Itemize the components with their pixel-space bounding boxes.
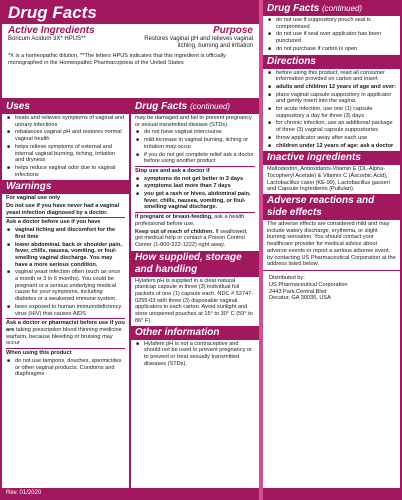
drug-facts-continued-main: Drug Facts [135,101,188,112]
ask-doctor-heading: Ask a doctor before use if you have [6,219,101,226]
list-item: ■ you get a rash or hives, abdominal pain, fever, chills, nausea, vomiting, or foul-smelling vaginal discharge. [144,191,255,211]
list-item: ■ treats and relieves symptoms of vaginal and urinary infections [15,115,125,128]
active-purpose-values [2,36,259,50]
packaging-warnings [263,16,400,55]
list-item: ■ for chronic infection, use an additional package of three (3) vaginal capsule suppositories [276,120,396,133]
list-item: ■ vaginal yeast infection often (such as once a month or 3 in 6 months). You could be pregnant or a serious underlying medical cause for your symptoms, including diabetes or a weakened immune system. [15,269,125,303]
when-using-heading: When using this product [6,350,72,357]
list-item: ■ vaginal itching and discomfort for the first time [15,227,125,240]
other-information-section [131,340,259,370]
warnings-section [2,194,129,380]
list-item: ■ do not use if suppository pouch seal is compromised [276,17,396,30]
directions-section [263,69,400,152]
list-item: ■ before using this product, read all consumer information provided on carton and insert [276,70,396,83]
list-item: ■ do not purchase if carton is open [276,46,396,53]
list-item: ■ rebalances vaginal pH and restores normal vaginal health [15,129,125,142]
active-ingredients-label: Active Ingredients [8,25,95,36]
other-information-title: Other information [131,326,259,340]
adverse-reactions-title: Adverse reactions and side effects [263,194,400,220]
vaginal-use-only: For vaginal use only [6,195,61,202]
pharmacist-warning [6,320,125,347]
list-item: ■ throw applicator away after each use [276,135,396,142]
active-purpose-row [2,24,259,36]
list-item: ■ lower abdominal, back or shoulder pain, fever, chills, nausea, vomiting, or foul-smelling vaginal discharge. You may have a more serious condition. [15,242,125,269]
drug-facts-continued-title [131,100,259,114]
inactive-ingredients-text: Maltodextrin, Antioxidants-Vitamin E (DL-Alpha-Tocopheryl Acetate) & Vitamin C (Ascorbic Acid), Lactobacillus casei (KE-99), Lactobacillus gasseri and Capsule Ingredients (Pullulan). [267,166,390,193]
list-item: ■ helps reduce vaginal odor due to vaginal infections [15,165,125,178]
list-item: ■ do not use tampons, douches, spermicides or other vaginal products. Condoms and diaphragms [15,358,125,378]
list-item: ■ do not have vaginal intercourse [144,129,255,136]
adverse-reactions-text: The adverse effects are considered mild and may include watery discharge, erythema, or slight burning sensation. You should contact your healthcare provider for medical advice about adverse events or report a serious adverse event, by contacting US Pharmaceutical Corporation at the address listed below. [267,221,396,268]
uses-section [2,114,129,180]
children-warning-bold: Keep out of reach of children. [135,228,214,235]
drug-facts-continued-sub: (continued) [322,4,363,13]
warnings-title: Warnings [2,180,129,194]
pregnancy-warning-rest: ask a health professional before use. [135,214,245,227]
children-warning [135,229,255,249]
company-name: US Pharmaceutical Corporation [269,281,348,288]
pharmacist-warning-rest: taking prescription blood thinning medicine warfarin, because bleeding or bruising may occur [6,326,122,347]
drug-facts-continued-main: Drug Facts [267,3,320,14]
first-time-warning: Do not use if you have never had a vaginal yeast infection diagnosed by a doctor. [6,203,120,216]
active-ingredient-value: Boricum Acidum 3X* HPUS** [8,36,86,42]
distributed-by-label: Distributed by: [269,274,305,281]
pharmacist-warning-bold: Ask a doctor or pharmacist before use if you are [6,320,125,333]
purpose-value: Restores vaginal pH and relieves vaginal itching, burning and irritation [144,36,253,49]
pregnancy-warning [135,214,255,227]
list-item: ■ if you do not get complete relief ask a doctor before using another product [144,152,255,165]
address-line-2: Decatur, GA 30035, USA [269,295,331,302]
middle-column [131,100,259,488]
pregnancy-warning-bold: If pregnant or breast-feeding, [135,214,213,221]
homeopathic-note: *X is a homeopathic dilution. **The letters HPUS indicates that this ingredient is officially monographed in the Homeopathic Pharmacopoeia of the United States [8,53,226,66]
children-warning-rest: If swallowed, get medical help or contact a Poison Control Center (1-800-222-1222) right away. [135,228,248,248]
address-line-1: 2443 Park Central Blvd [269,288,327,295]
list-item: ■ helps relieve symptoms of external and internal vaginal burning, itching, irritation and dryness [15,144,125,164]
list-item: ■ for acute infection, use one (1) capsule suppository a day for three (3) days [276,106,396,119]
distributor-block [263,272,400,305]
revision-date: Rev. 01/2020 [6,490,42,496]
condom-warning-section [131,114,259,251]
stop-use-heading: Stop use and ask a doctor if [135,167,210,174]
directions-title: Directions [263,55,400,69]
drug-facts-continued-title-right [263,2,400,16]
list-item: ■ mild increase in vaginal burning, itching or irritation may occur [144,137,255,150]
list-item: ■ symptoms do not get better in 3 days [144,176,255,183]
condom-warning: may be damaged and fail to prevent pregnancy or sexual transmitted disease (STDs). [135,115,252,128]
list-item: ■ children under 12 years of age: ask a doctor [276,143,396,150]
uses-title: Uses [2,100,129,114]
list-item: ■ place vaginal capsule suppository in applicator and gently insert into the vagina. [276,92,396,105]
right-column [263,2,400,488]
list-item: ■ do not use if seal over applicator has been punctured [276,31,396,44]
list-item: ■ Hylafem pH is not a contraceptive and should not be used to prevent pregnancy or to prevent or treat sexually transmitted diseases (STDs). [144,341,255,368]
how-supplied-text: Hylafem pH is supplied in a clear natural plantcap capsule in three (3) individual foil packets of one (1) capsule each. NDC # 52747-0255-03 with three (3) disposable vaginal applicators in each carton. Avoid sunlight and store unopened pouches at 15° to 30° C (59° to 86° F). [135,277,254,324]
header-panel [2,2,259,98]
inactive-ingredients-title: Inactive ingredients [263,151,400,165]
list-item: ■ adults and children 12 years of age and over: [276,84,396,91]
how-supplied-title: How supplied, storage and handling [131,251,259,277]
list-item: ■ been exposed to human immunodeficiency virus (HIV) that causes AIDS [15,304,125,317]
drug-facts-continued-sub: (continued) [190,102,231,111]
left-column [2,100,129,488]
purpose-label: Purpose [212,25,253,36]
drug-facts-title: Drug Facts [2,2,259,24]
list-item: ■ symptoms last more than 7 days [144,183,255,190]
